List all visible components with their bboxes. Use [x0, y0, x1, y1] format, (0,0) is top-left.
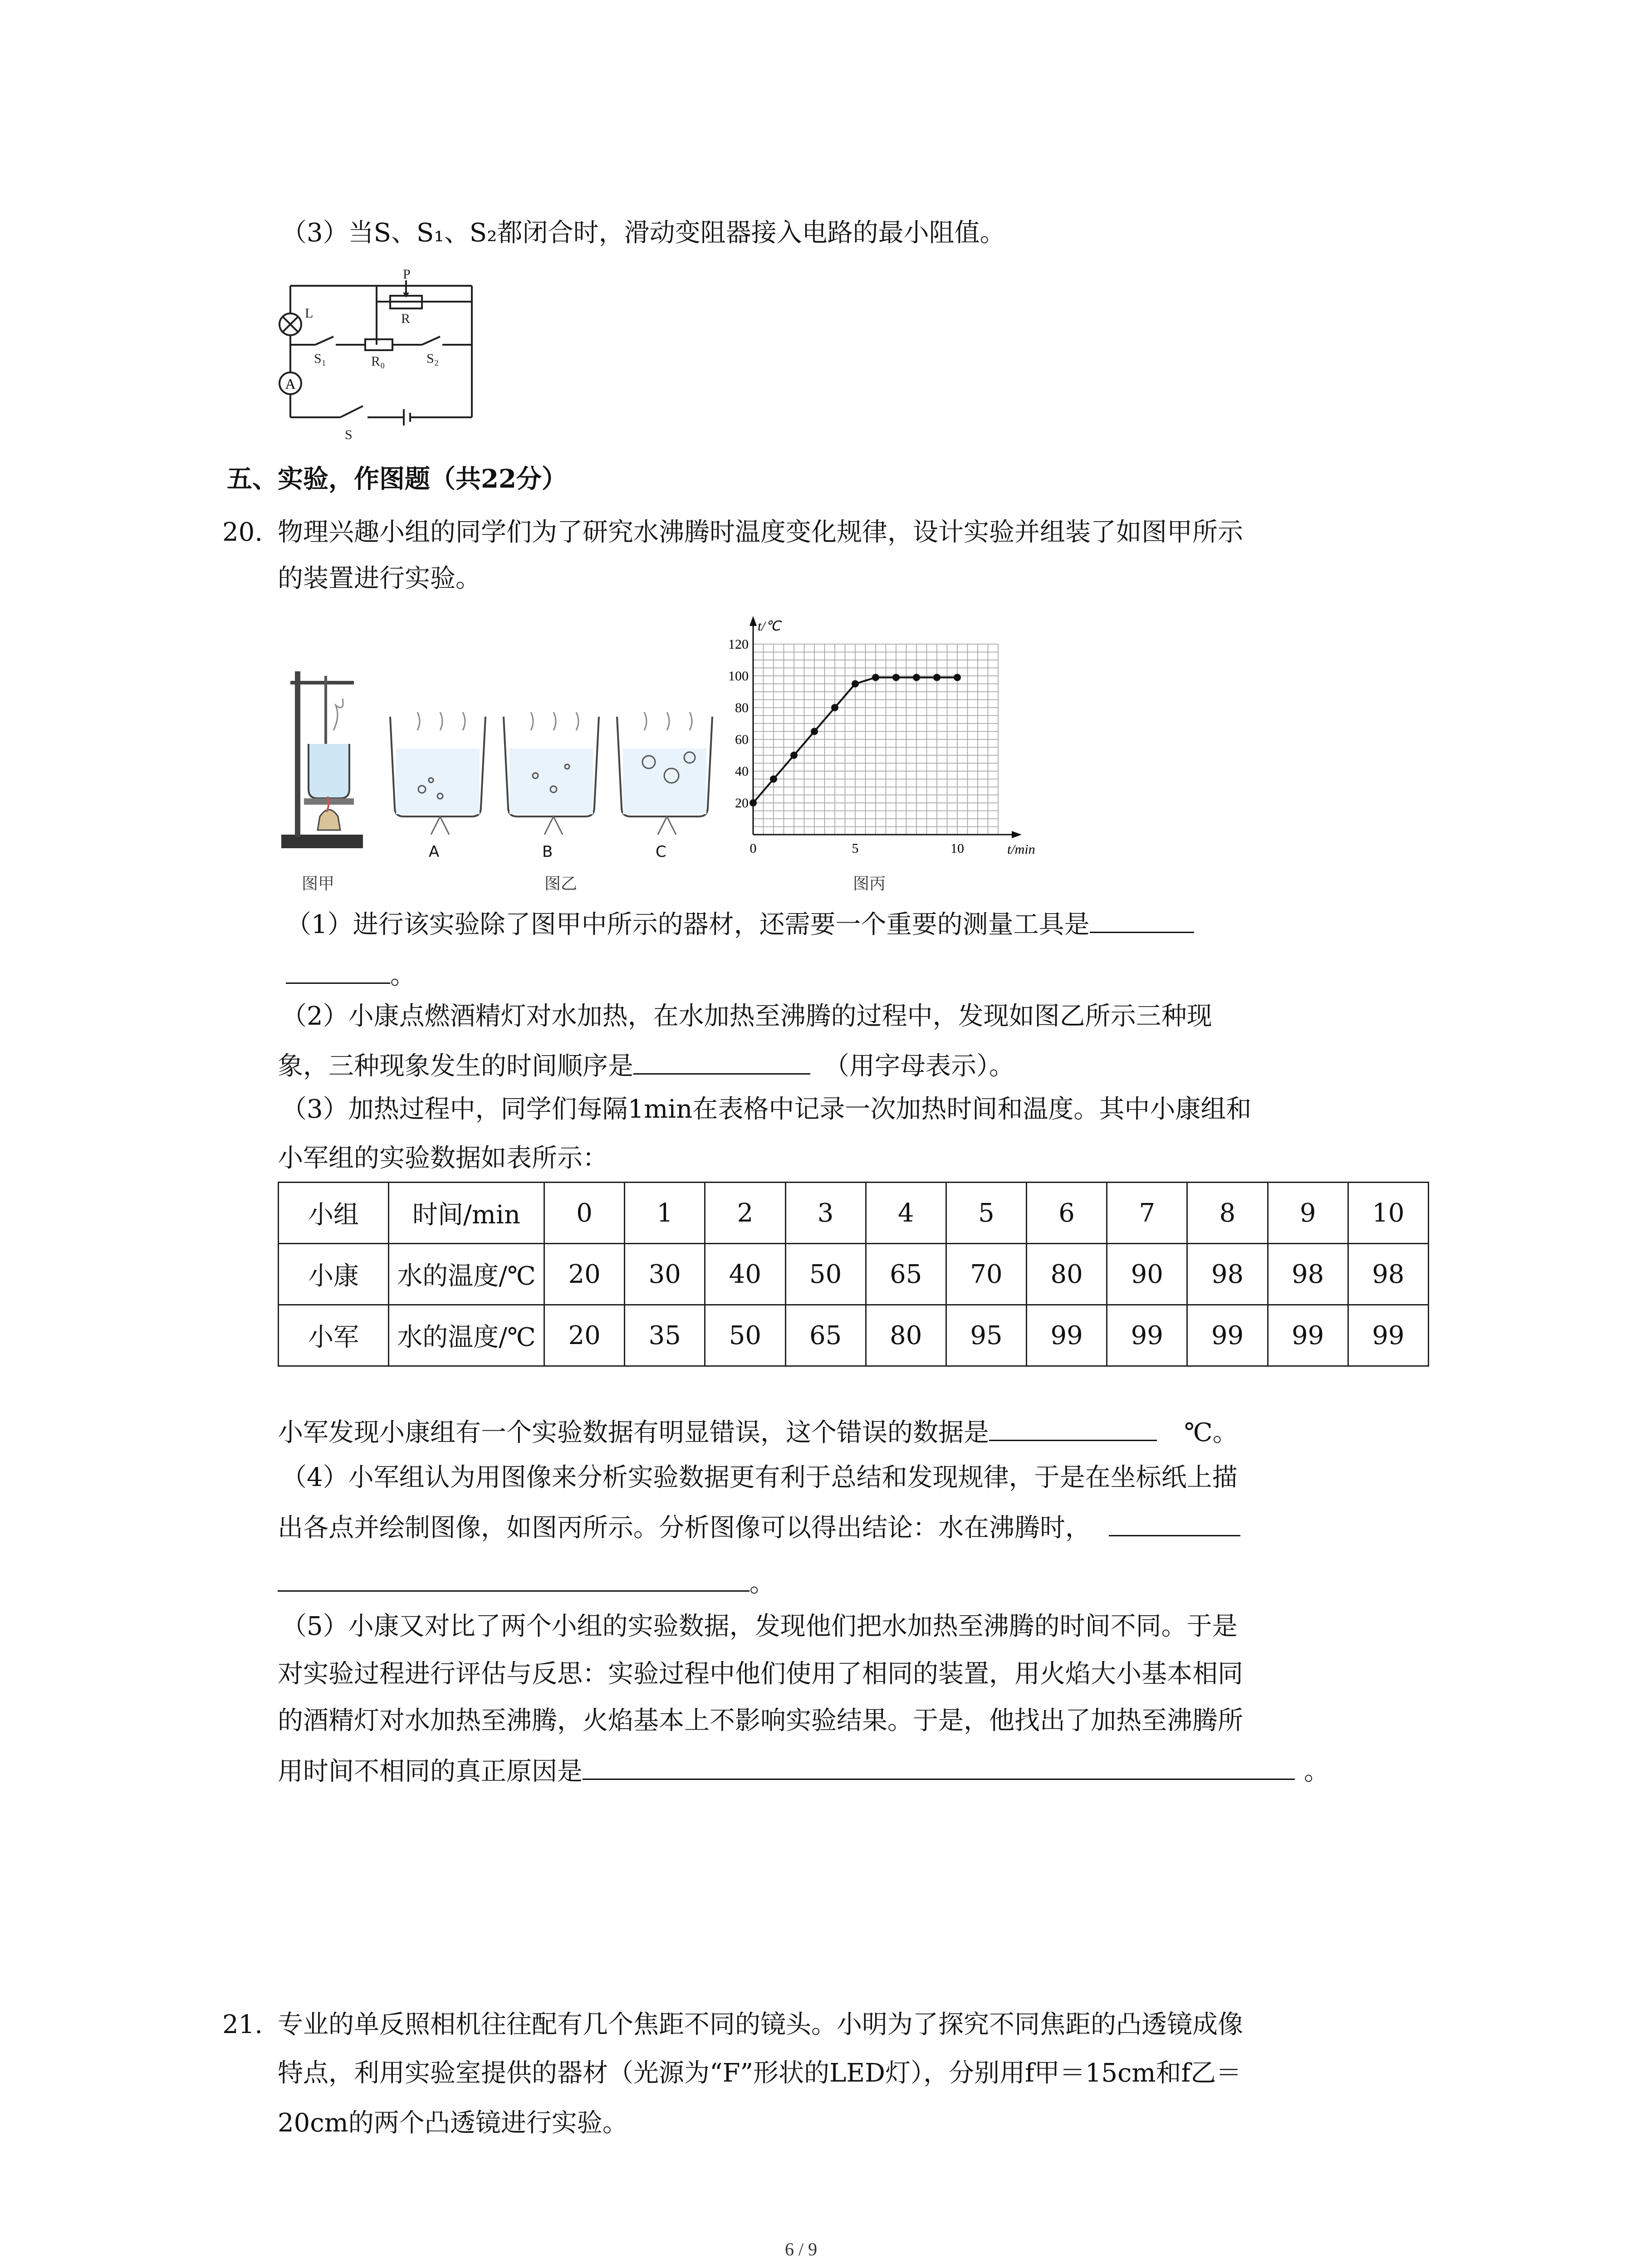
table-cell: 6	[1027, 1183, 1107, 1244]
q20-part1-end: 。	[390, 961, 416, 990]
table-cell: 40	[705, 1244, 785, 1305]
y-tick-label: 20	[735, 796, 749, 811]
table-cell: 90	[1107, 1244, 1187, 1305]
table-cell: 小军	[279, 1305, 389, 1366]
data-point	[913, 674, 920, 681]
y-axis-arrow	[749, 616, 757, 626]
q20-part3-question	[278, 1414, 1238, 1449]
x-tick-label: 5	[852, 841, 859, 856]
answer-blank-3[interactable]	[989, 1414, 1157, 1441]
table-cell: 时间/min	[389, 1183, 544, 1244]
beaker-label-C: C	[656, 843, 666, 861]
table-cell: 35	[625, 1305, 705, 1366]
q20-part1-text: （1）进行该实验除了图甲中所示的器材，还需要一个重要的测量工具是	[286, 910, 1090, 939]
data-point	[790, 752, 798, 759]
label-P: P	[403, 268, 411, 282]
table-cell: 9	[1268, 1183, 1348, 1244]
answer-blank-2[interactable]	[633, 1048, 810, 1075]
table-cell: 0	[544, 1183, 625, 1244]
table-cell: 95	[946, 1305, 1026, 1366]
figure-jia-apparatus	[277, 662, 367, 853]
table-cell: 4	[866, 1183, 946, 1244]
data-point	[811, 728, 818, 735]
table-cell: 10	[1348, 1183, 1428, 1244]
caption-figure-bing: 图丙	[853, 875, 886, 893]
table-cell: 98	[1268, 1244, 1348, 1305]
q20-part2-suffix: （用字母表示）。	[824, 1051, 1014, 1081]
answer-blank-5[interactable]	[583, 1753, 1295, 1780]
q20-part1-line2	[286, 957, 416, 992]
table-cell: 80	[1027, 1244, 1107, 1305]
data-point	[749, 799, 757, 807]
table-cell: 98	[1348, 1244, 1428, 1305]
x-axis-arrow	[1012, 831, 1022, 838]
q20-stem-line1: 物理兴趣小组的同学们为了研究水沸腾时温度变化规律，设计实验并组装了如图甲所示	[278, 518, 1243, 547]
table-cell: 99	[1107, 1305, 1187, 1366]
label-R0: R₀	[371, 354, 385, 369]
q20-part5-line3: 的酒精灯对水加热至沸腾，火焰基本上不影响实验结果。于是，他找出了加热至沸腾所	[278, 1706, 1243, 1735]
caption-figure-yi: 图乙	[544, 875, 578, 893]
q21-number: 21.	[222, 2010, 263, 2039]
y-tick-label: 40	[735, 764, 749, 779]
table-cell: 99	[1187, 1305, 1268, 1366]
table-cell: 50	[705, 1305, 785, 1366]
table-cell: 1	[625, 1183, 705, 1244]
table-cell: 20	[544, 1305, 625, 1366]
table-cell: 65	[785, 1305, 866, 1366]
table-cell: 98	[1187, 1244, 1268, 1305]
label-R: R	[401, 311, 411, 326]
data-point	[933, 674, 941, 681]
y-tick-label: 80	[735, 700, 749, 715]
q20-part3-line1: （3）加热过程中，同学们每隔1min在表格中记录一次加热时间和温度。其中小康组和	[281, 1095, 1252, 1124]
table-cell: 80	[866, 1305, 946, 1366]
q19-part3-text: （3）当S、S₁、S₂都闭合时，滑动变阻器接入电路的最小阻值。	[281, 218, 1005, 248]
y-axis-label: t/℃	[758, 619, 781, 634]
q20-part4-line3	[278, 1565, 775, 1600]
beaker-label-B: B	[542, 843, 553, 861]
ammeter-label: A	[285, 376, 296, 392]
circuit-diagram	[272, 268, 490, 445]
answer-blank-4a[interactable]	[1109, 1510, 1240, 1536]
q20-part3-unit: ℃。	[1184, 1418, 1238, 1447]
data-point	[852, 680, 859, 688]
table-cell: 5	[946, 1183, 1026, 1244]
x-axis-label: t/min	[1007, 842, 1035, 857]
y-tick-label: 100	[728, 669, 749, 684]
table-cell: 65	[866, 1244, 946, 1305]
table-cell: 99	[1027, 1305, 1107, 1366]
x-tick-label: 10	[950, 841, 964, 856]
q21-line2: 特点，利用实验室提供的器材（光源为“F”形状的LED灯），分别用f甲＝15cm和f乙＝	[278, 2058, 1242, 2088]
table-cell: 3	[785, 1183, 866, 1244]
x-tick-label: 0	[749, 841, 757, 856]
answer-blank-4b[interactable]	[278, 1565, 749, 1592]
table-cell: 99	[1348, 1305, 1428, 1366]
table-cell: 70	[946, 1244, 1026, 1305]
y-tick-label: 60	[735, 732, 749, 747]
q20-part3-line2: 小军组的实验数据如表所示：	[278, 1144, 608, 1173]
table-cell: 水的温度/℃	[389, 1244, 544, 1305]
data-table	[278, 1182, 1429, 1367]
beaker-label-A: A	[429, 843, 440, 861]
answer-blank-1b[interactable]	[286, 957, 390, 984]
label-S: S	[345, 427, 353, 442]
q21-line3: 20cm的两个凸透镜进行实验。	[278, 2108, 628, 2138]
table-row	[279, 1305, 1429, 1366]
figure-bing-chart	[721, 608, 1048, 871]
q20-part5-line2: 对实验过程进行评估与反思：实验过程中他们使用了相同的装置，用火焰大小基本相同	[278, 1659, 1243, 1689]
q20-part3-q-text: 小军发现小康组有一个实验数据有明显错误，这个错误的数据是	[278, 1418, 989, 1447]
data-point	[770, 776, 777, 783]
caption-figure-jia: 图甲	[302, 875, 335, 893]
table-cell: 7	[1107, 1183, 1187, 1244]
table-cell: 小组	[279, 1183, 389, 1244]
table-cell: 30	[625, 1244, 705, 1305]
q20-stem-line2: 的装置进行实验。	[278, 564, 481, 593]
label-L: L	[305, 306, 314, 321]
section-title: 五、实验，作图题（共22分）	[227, 464, 567, 494]
q20-part4-line2	[278, 1510, 1240, 1545]
data-point	[831, 704, 838, 711]
q20-part5-end: 。	[1304, 1757, 1329, 1786]
table-cell: 20	[544, 1244, 625, 1305]
data-point	[872, 674, 879, 681]
table-cell: 99	[1268, 1305, 1348, 1366]
q20-part4-end: 。	[749, 1569, 775, 1598]
y-tick-label: 120	[728, 637, 749, 652]
q21-line1: 专业的单反照相机往往配有几个焦距不同的镜头。小明为了探究不同焦距的凸透镜成像	[278, 2010, 1243, 2039]
q20-part5-text: 用时间不相同的真正原因是	[278, 1757, 583, 1786]
table-cell: 50	[785, 1244, 866, 1305]
q20-part2-line2	[278, 1048, 1014, 1083]
table-cell: 水的温度/℃	[389, 1305, 544, 1366]
table-header-row	[279, 1183, 1429, 1244]
table-cell: 2	[705, 1183, 785, 1244]
table-cell: 小康	[279, 1244, 389, 1305]
figure-yi-beakers	[381, 699, 726, 862]
answer-blank-1a[interactable]	[1090, 906, 1194, 933]
q20-part2-line1: （2）小康点燃酒精灯对水加热，在水加热至沸腾的过程中，发现如图乙所示三种现	[281, 1002, 1212, 1031]
q20-part1-line1	[286, 906, 1194, 941]
table-cell: 8	[1187, 1183, 1268, 1244]
q20-part4-line1: （4）小军组认为用图像来分析实验数据更有利于总结和发现规律，于是在坐标纸上描	[281, 1463, 1238, 1492]
page-number: 6 / 9	[785, 2239, 818, 2259]
data-point	[954, 674, 961, 681]
table-row	[279, 1244, 1429, 1305]
label-S1: S₁	[314, 351, 327, 366]
data-point	[892, 674, 900, 681]
q20-number: 20.	[222, 518, 263, 547]
q20-part5-line4	[278, 1753, 1329, 1788]
q20-part2-text: 象，三种现象发生的时间顺序是	[278, 1051, 633, 1081]
q20-part4-text: 出各点并绘制图像，如图丙所示。分析图像可以得出结论：水在沸腾时，	[278, 1513, 1091, 1543]
label-S2: S₂	[426, 351, 439, 366]
q20-part5-line1: （5）小康又对比了两个小组的实验数据，发现他们把水加热至沸腾的时间不同。于是	[281, 1612, 1238, 1641]
